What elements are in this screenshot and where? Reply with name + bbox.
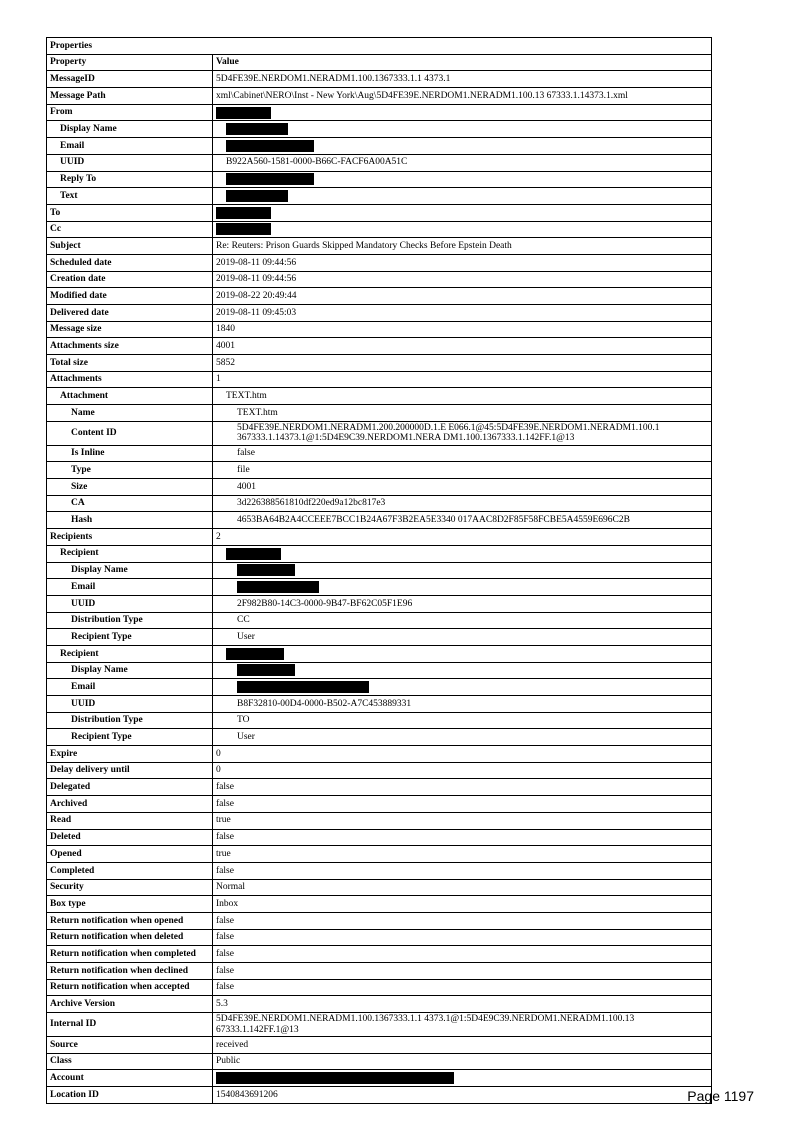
property-value: received [213,1036,712,1053]
property-name: Email [47,138,213,155]
table-row [47,355,712,372]
property-value: Public [213,1053,712,1070]
property-value: 0 [213,746,712,763]
property-value: true [213,812,712,829]
property-value: B922A560-1581-0000-B66C-FACF6A00A51C [213,154,712,171]
table-row [47,1053,712,1070]
property-value: false [213,829,712,846]
table-row [47,271,712,288]
property-value [213,188,712,205]
properties-table-body [47,38,712,1104]
table-row [47,545,712,562]
property-name: Display Name [47,562,213,579]
property-value [213,121,712,138]
table-row [47,121,712,138]
table-row [47,762,712,779]
table-title: Properties [47,38,712,55]
property-name: Size [47,479,213,496]
table-row [47,512,712,529]
property-value: file [213,462,712,479]
property-name: Distribution Type [47,712,213,729]
property-name: Expire [47,746,213,763]
redaction-bar [226,190,288,202]
table-row [47,896,712,913]
property-name: UUID [47,696,213,713]
property-name: Content ID [47,421,213,445]
property-value: TEXT.htm [213,388,712,405]
property-name: Reply To [47,171,213,188]
redaction-bar [237,681,369,693]
property-value: 1 [213,371,712,388]
property-value: User [213,629,712,646]
properties-table [46,37,712,1104]
property-name: Text [47,188,213,205]
redaction-bar [216,223,271,235]
table-row [47,321,712,338]
redaction-bar [216,107,271,119]
table-row [47,979,712,996]
property-value: false [213,779,712,796]
table-row [47,746,712,763]
property-name: Deleted [47,829,213,846]
property-value: 0 [213,762,712,779]
property-value: 2019-08-11 09:45:03 [213,305,712,322]
property-name: To [47,204,213,221]
table-row [47,679,712,696]
table-row [47,479,712,496]
property-name: Total size [47,355,213,372]
property-name: Box type [47,896,213,913]
table-row [47,1087,712,1104]
table-row [47,879,712,896]
property-value: false [213,445,712,462]
page-number: Page 1197 [687,1088,754,1104]
property-name: Is Inline [47,445,213,462]
property-name: From [47,104,213,121]
property-column-header: Property [47,54,213,71]
property-name: Distribution Type [47,612,213,629]
property-name: Return notification when deleted [47,929,213,946]
table-row [47,238,712,255]
table-row [47,405,712,422]
table-row [47,388,712,405]
property-value: false [213,929,712,946]
property-name: Delay delivery until [47,762,213,779]
property-value: B8F32810-00D4-0000-B502-A7C453889331 [213,696,712,713]
property-name: Return notification when accepted [47,979,213,996]
redaction-bar [237,664,295,676]
table-row [47,138,712,155]
property-value: 4001 [213,479,712,496]
property-name: Scheduled date [47,254,213,271]
property-name: UUID [47,595,213,612]
table-row [47,71,712,88]
property-name: Subject [47,238,213,255]
table-row [47,912,712,929]
property-name: Archived [47,796,213,813]
redaction-bar [226,548,281,560]
table-row [47,579,712,596]
property-name: Recipients [47,529,213,546]
property-name: MessageID [47,71,213,88]
property-value [213,679,712,696]
property-name: Account [47,1070,213,1087]
table-row [47,188,712,205]
table-row [47,371,712,388]
property-value [213,1070,712,1087]
property-name: CA [47,495,213,512]
property-value [213,171,712,188]
property-name: Hash [47,512,213,529]
table-row [47,862,712,879]
property-value: Inbox [213,896,712,913]
redaction-bar [226,648,284,660]
property-value: 5D4FE39E.NERDOM1.NERADM1.100.1367333.1.1 4373.1@1:5D4E9C39.NERDOM1.NERADM1.100.13 67333.1.142FF.1@13 [213,1013,712,1037]
property-name: Delegated [47,779,213,796]
property-name: Email [47,679,213,696]
property-name: Opened [47,846,213,863]
table-row [47,204,712,221]
table-row [47,171,712,188]
table-row [47,445,712,462]
property-name: Class [47,1053,213,1070]
table-row [47,729,712,746]
property-name: Cc [47,221,213,238]
property-value [213,645,712,662]
property-name: Modified date [47,288,213,305]
property-value: false [213,979,712,996]
property-name: Name [47,405,213,422]
property-name: Attachment [47,388,213,405]
property-name: Internal ID [47,1013,213,1037]
redaction-bar [216,1072,454,1084]
property-value: Normal [213,879,712,896]
property-value: 2F982B80-14C3-0000-9B47-BF62C05F1E96 [213,595,712,612]
redaction-bar [226,123,288,135]
property-value: 4653BA64B2A4CCEEE7BCC1B24A67F3B2EA5E3340 017AAC8D2F85F58FCBE5A4559E696C2B [213,512,712,529]
property-name: Return notification when opened [47,912,213,929]
property-value: 5D4FE39E.NERDOM1.NERADM1.100.1367333.1.1 4373.1 [213,71,712,88]
property-name: Type [47,462,213,479]
property-name: Email [47,579,213,596]
property-value: Re: Reuters: Prison Guards Skipped Mandatory Checks Before Epstein Death [213,238,712,255]
property-value: 5.3 [213,996,712,1013]
property-value: 1540843691206 [213,1087,712,1104]
table-row [47,154,712,171]
property-value: true [213,846,712,863]
table-row [47,712,712,729]
property-value: 5852 [213,355,712,372]
table-row [47,254,712,271]
property-value: false [213,946,712,963]
property-name: Recipient Type [47,729,213,746]
property-name: Attachments size [47,338,213,355]
table-row [47,288,712,305]
property-value: User [213,729,712,746]
property-value [213,545,712,562]
property-name: Security [47,879,213,896]
property-value: 4001 [213,338,712,355]
property-value [213,204,712,221]
property-name: Display Name [47,121,213,138]
redaction-bar [237,564,295,576]
table-row [47,796,712,813]
table-row [47,529,712,546]
property-value: 2019-08-11 09:44:56 [213,254,712,271]
property-name: Archive Version [47,996,213,1013]
property-value: false [213,912,712,929]
property-value: CC [213,612,712,629]
property-name: Message size [47,321,213,338]
property-value: 2019-08-11 09:44:56 [213,271,712,288]
property-value: 2 [213,529,712,546]
property-value: TO [213,712,712,729]
redaction-bar [216,207,271,219]
table-row [47,495,712,512]
property-value: false [213,862,712,879]
property-name: Delivered date [47,305,213,322]
property-value: xml\Cabinet\NERO\Inst - New York\Aug\5D4FE39E.NERDOM1.NERADM1.100.13 67333.1.14373.1.xml [213,88,712,105]
table-row [47,595,712,612]
table-row [47,696,712,713]
table-row [47,1013,712,1037]
table-row [47,462,712,479]
table-row [47,1070,712,1087]
property-name: Recipient Type [47,629,213,646]
table-row [47,221,712,238]
property-value: 2019-08-22 20:49:44 [213,288,712,305]
property-name: UUID [47,154,213,171]
table-row [47,104,712,121]
redaction-bar [226,173,314,185]
property-value: false [213,963,712,980]
property-value: TEXT.htm [213,405,712,422]
property-value [213,104,712,121]
redaction-bar [237,581,319,593]
table-row [47,996,712,1013]
property-name: Recipient [47,545,213,562]
table-row [47,305,712,322]
table-row [47,421,712,445]
table-row [47,562,712,579]
table-row [47,1036,712,1053]
table-row [47,963,712,980]
property-name: Location ID [47,1087,213,1104]
property-value: false [213,796,712,813]
property-name: Recipient [47,645,213,662]
table-row [47,779,712,796]
property-name: Completed [47,862,213,879]
property-name: Attachments [47,371,213,388]
property-value: 1840 [213,321,712,338]
table-header-row [47,54,712,71]
table-row [47,829,712,846]
property-value [213,579,712,596]
table-row [47,338,712,355]
property-name: Creation date [47,271,213,288]
property-name: Return notification when completed [47,946,213,963]
table-row [47,629,712,646]
property-value: 5D4FE39E.NERDOM1.NERADM1.200.200000D.1.E E066.1@45:5D4FE39E.NERDOM1.NERADM1.100.1 367333.1.14373.1@1:5D4E9C39.NERDOM1.NERA DM1.100.1367333.1.142FF.1@13 [213,421,712,445]
table-row [47,846,712,863]
property-name: Source [47,1036,213,1053]
redaction-bar [226,140,314,152]
table-row [47,612,712,629]
table-row [47,662,712,679]
table-row [47,645,712,662]
property-value [213,221,712,238]
table-title-row [47,38,712,55]
property-name: Read [47,812,213,829]
table-row [47,88,712,105]
property-name: Display Name [47,662,213,679]
property-value [213,662,712,679]
property-name: Return notification when declined [47,963,213,980]
value-column-header: Value [213,54,712,71]
property-value: 3d226388561810df220ed9a12bc817e3 [213,495,712,512]
property-name: Message Path [47,88,213,105]
table-row [47,812,712,829]
property-value [213,138,712,155]
table-row [47,946,712,963]
property-value [213,562,712,579]
table-row [47,929,712,946]
